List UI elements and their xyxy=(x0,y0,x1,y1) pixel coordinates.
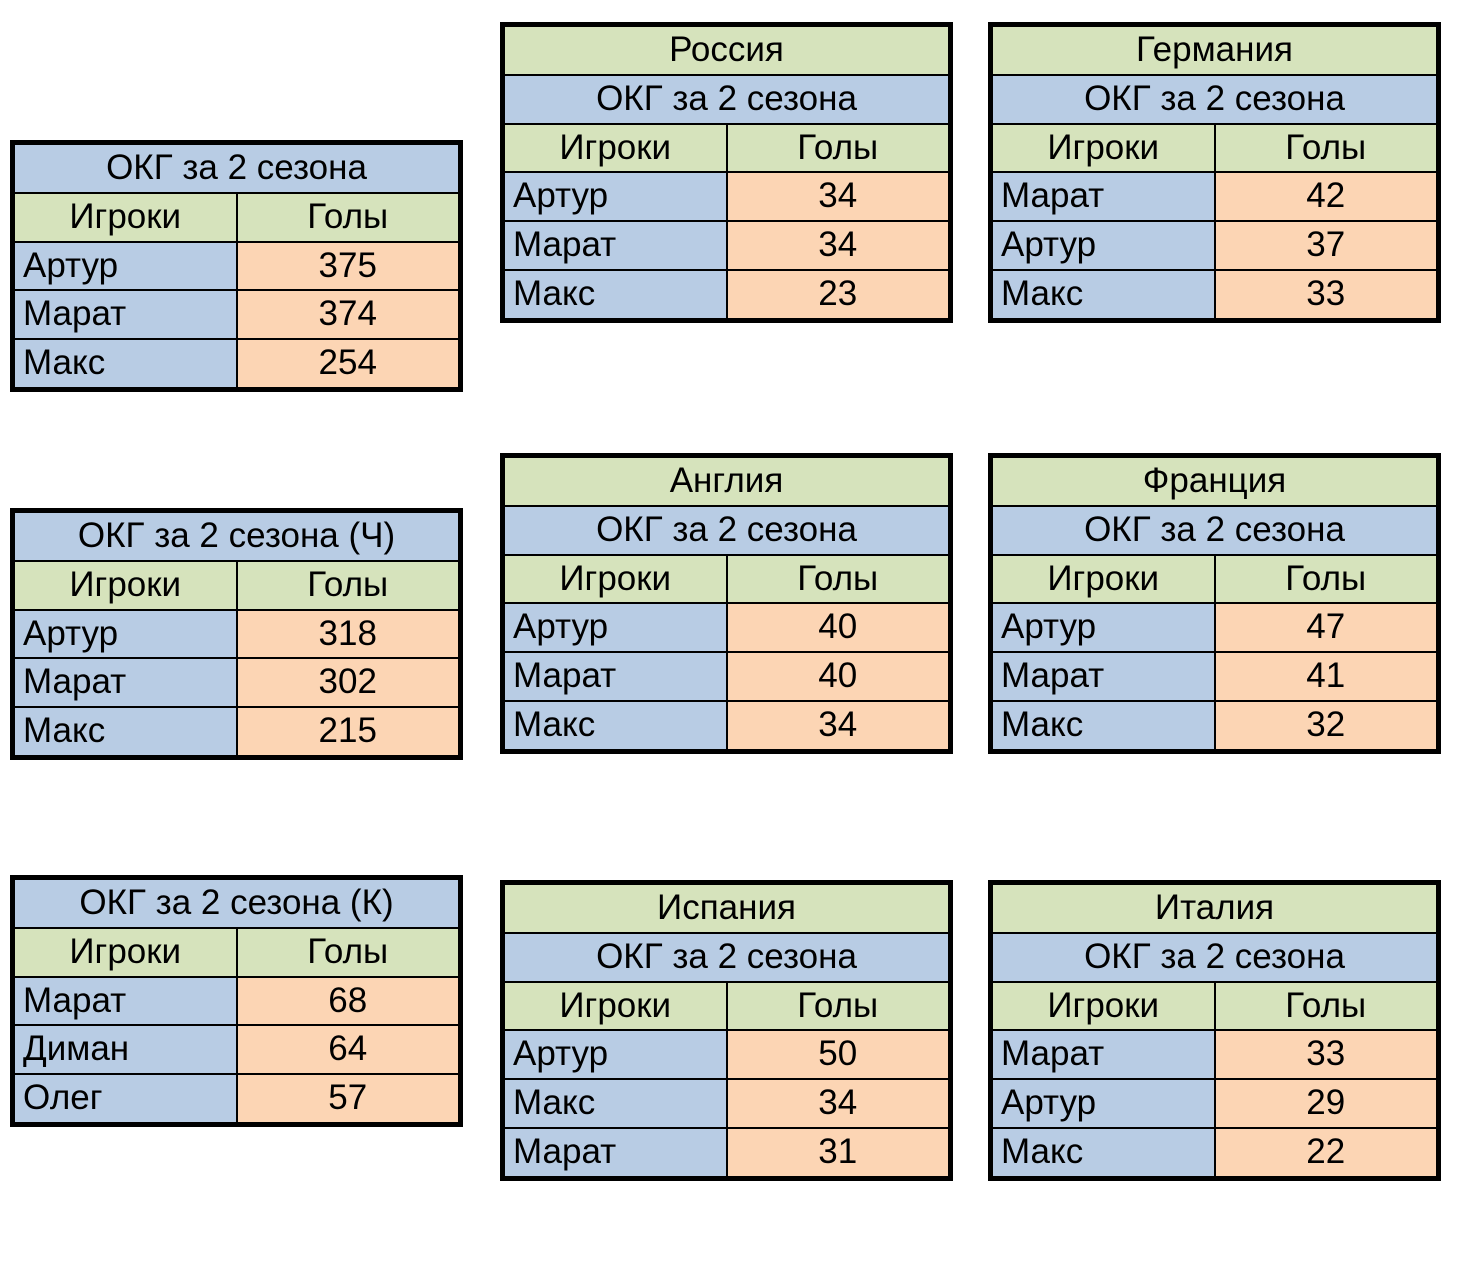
table-header-row xyxy=(992,124,1437,173)
table-row xyxy=(504,1030,949,1079)
table-row xyxy=(504,221,949,270)
stats-table-франция xyxy=(988,453,1441,754)
stats-table-англия xyxy=(500,453,953,754)
goals-value-cell: 40 xyxy=(727,603,950,652)
column-header-players: Игроки xyxy=(14,193,237,242)
table-header-row xyxy=(14,928,459,977)
goals-value-cell: 33 xyxy=(1215,270,1438,319)
table-header-row xyxy=(504,982,949,1031)
country-title: Германия xyxy=(992,26,1437,75)
goals-value-cell: 34 xyxy=(727,221,950,270)
player-name-cell: Марат xyxy=(992,172,1215,221)
table-row xyxy=(14,707,459,756)
player-name-cell: Марат xyxy=(992,1030,1215,1079)
player-name-cell: Марат xyxy=(14,658,237,707)
country-title: Франция xyxy=(992,457,1437,506)
table-subtitle: ОКГ за 2 сезона xyxy=(504,75,949,124)
table-subtitle: ОКГ за 2 сезона xyxy=(14,144,459,193)
player-name-cell: Артур xyxy=(992,221,1215,270)
stats-table-totals xyxy=(10,140,463,392)
table-header-row xyxy=(992,555,1437,604)
table-subtitle: ОКГ за 2 сезона xyxy=(992,75,1437,124)
table-subtitle-row xyxy=(504,506,949,555)
table-row xyxy=(14,242,459,291)
table-row xyxy=(992,1128,1437,1177)
goals-value-cell: 23 xyxy=(727,270,950,319)
stats-table-италия xyxy=(988,880,1441,1181)
table-country-title-row xyxy=(992,26,1437,75)
player-name-cell: Макс xyxy=(992,270,1215,319)
table-row xyxy=(504,603,949,652)
table-country-title-row xyxy=(504,884,949,933)
table-row xyxy=(14,339,459,388)
table-row xyxy=(504,270,949,319)
goals-value-cell: 42 xyxy=(1215,172,1438,221)
column-header-players: Игроки xyxy=(14,928,237,977)
goals-value-cell: 29 xyxy=(1215,1079,1438,1128)
table-header-row xyxy=(14,193,459,242)
goals-value-cell: 57 xyxy=(237,1074,460,1123)
table-subtitle-row xyxy=(992,933,1437,982)
player-name-cell: Артур xyxy=(992,1079,1215,1128)
player-name-cell: Артур xyxy=(504,172,727,221)
table-row xyxy=(14,290,459,339)
goals-value-cell: 68 xyxy=(237,977,460,1026)
table-country-title-row xyxy=(992,884,1437,933)
player-name-cell: Макс xyxy=(14,339,237,388)
table-row xyxy=(992,221,1437,270)
player-name-cell: Макс xyxy=(504,1079,727,1128)
player-name-cell: Макс xyxy=(992,1128,1215,1177)
player-name-cell: Марат xyxy=(504,1128,727,1177)
table-subtitle-row xyxy=(14,879,459,928)
goals-value-cell: 318 xyxy=(237,610,460,659)
table-row xyxy=(992,652,1437,701)
goals-value-cell: 34 xyxy=(727,172,950,221)
column-header-players: Игроки xyxy=(504,982,727,1031)
column-header-goals: Голы xyxy=(727,124,950,173)
table-country-title-row xyxy=(504,26,949,75)
table-row xyxy=(992,1030,1437,1079)
player-name-cell: Артур xyxy=(504,603,727,652)
stats-table-испания xyxy=(500,880,953,1181)
goals-value-cell: 37 xyxy=(1215,221,1438,270)
player-name-cell: Макс xyxy=(992,701,1215,750)
column-header-goals: Голы xyxy=(1215,124,1438,173)
country-title: Италия xyxy=(992,884,1437,933)
table-subtitle-row xyxy=(504,933,949,982)
player-name-cell: Марат xyxy=(504,652,727,701)
column-header-goals: Голы xyxy=(1215,555,1438,604)
player-name-cell: Марат xyxy=(992,652,1215,701)
column-header-players: Игроки xyxy=(504,124,727,173)
column-header-players: Игроки xyxy=(992,982,1215,1031)
goals-value-cell: 22 xyxy=(1215,1128,1438,1177)
table-row xyxy=(992,603,1437,652)
player-name-cell: Марат xyxy=(14,977,237,1026)
player-name-cell: Макс xyxy=(504,270,727,319)
table-subtitle-row xyxy=(14,144,459,193)
stats-table-россия xyxy=(500,22,953,323)
table-subtitle: ОКГ за 2 сезона xyxy=(504,506,949,555)
table-subtitle-row xyxy=(992,506,1437,555)
goals-value-cell: 254 xyxy=(237,339,460,388)
column-header-goals: Голы xyxy=(237,928,460,977)
table-row xyxy=(14,1074,459,1123)
player-name-cell: Артур xyxy=(14,242,237,291)
goals-value-cell: 50 xyxy=(727,1030,950,1079)
table-subtitle: ОКГ за 2 сезона xyxy=(504,933,949,982)
table-row xyxy=(504,1128,949,1177)
goals-value-cell: 47 xyxy=(1215,603,1438,652)
player-name-cell: Макс xyxy=(504,701,727,750)
column-header-players: Игроки xyxy=(504,555,727,604)
table-row xyxy=(504,172,949,221)
column-header-goals: Голы xyxy=(1215,982,1438,1031)
player-name-cell: Артур xyxy=(14,610,237,659)
table-header-row xyxy=(992,982,1437,1031)
goals-value-cell: 215 xyxy=(237,707,460,756)
table-row xyxy=(14,610,459,659)
goals-value-cell: 64 xyxy=(237,1025,460,1074)
table-header-row xyxy=(504,124,949,173)
table-subtitle: ОКГ за 2 сезона xyxy=(992,506,1437,555)
table-header-row xyxy=(504,555,949,604)
player-name-cell: Артур xyxy=(504,1030,727,1079)
table-subtitle-row xyxy=(14,512,459,561)
country-title: Англия xyxy=(504,457,949,506)
player-name-cell: Диман xyxy=(14,1025,237,1074)
table-row xyxy=(504,652,949,701)
table-row xyxy=(14,658,459,707)
goals-value-cell: 34 xyxy=(727,701,950,750)
table-row xyxy=(504,701,949,750)
column-header-players: Игроки xyxy=(992,555,1215,604)
stats-table-totals xyxy=(10,508,463,760)
table-row xyxy=(992,172,1437,221)
country-title: Россия xyxy=(504,26,949,75)
table-row xyxy=(14,977,459,1026)
goals-value-cell: 302 xyxy=(237,658,460,707)
column-header-goals: Голы xyxy=(237,561,460,610)
column-header-goals: Голы xyxy=(237,193,460,242)
player-name-cell: Марат xyxy=(14,290,237,339)
stats-table-totals xyxy=(10,875,463,1127)
table-row xyxy=(14,1025,459,1074)
table-country-title-row xyxy=(992,457,1437,506)
player-name-cell: Макс xyxy=(14,707,237,756)
table-subtitle: ОКГ за 2 сезона (Ч) xyxy=(14,512,459,561)
column-header-players: Игроки xyxy=(992,124,1215,173)
stats-table-германия xyxy=(988,22,1441,323)
table-row xyxy=(992,1079,1437,1128)
goals-value-cell: 34 xyxy=(727,1079,950,1128)
goals-value-cell: 31 xyxy=(727,1128,950,1177)
column-header-players: Игроки xyxy=(14,561,237,610)
player-name-cell: Олег xyxy=(14,1074,237,1123)
goals-value-cell: 374 xyxy=(237,290,460,339)
country-title: Испания xyxy=(504,884,949,933)
goals-value-cell: 375 xyxy=(237,242,460,291)
goals-value-cell: 41 xyxy=(1215,652,1438,701)
goals-value-cell: 32 xyxy=(1215,701,1438,750)
table-subtitle-row xyxy=(992,75,1437,124)
column-header-goals: Голы xyxy=(727,982,950,1031)
player-name-cell: Артур xyxy=(992,603,1215,652)
table-row xyxy=(504,1079,949,1128)
table-country-title-row xyxy=(504,457,949,506)
goals-value-cell: 40 xyxy=(727,652,950,701)
player-name-cell: Марат xyxy=(504,221,727,270)
table-subtitle: ОКГ за 2 сезона (К) xyxy=(14,879,459,928)
column-header-goals: Голы xyxy=(727,555,950,604)
goals-value-cell: 33 xyxy=(1215,1030,1438,1079)
table-row xyxy=(992,270,1437,319)
table-row xyxy=(992,701,1437,750)
table-subtitle-row xyxy=(504,75,949,124)
table-subtitle: ОКГ за 2 сезона xyxy=(992,933,1437,982)
table-header-row xyxy=(14,561,459,610)
